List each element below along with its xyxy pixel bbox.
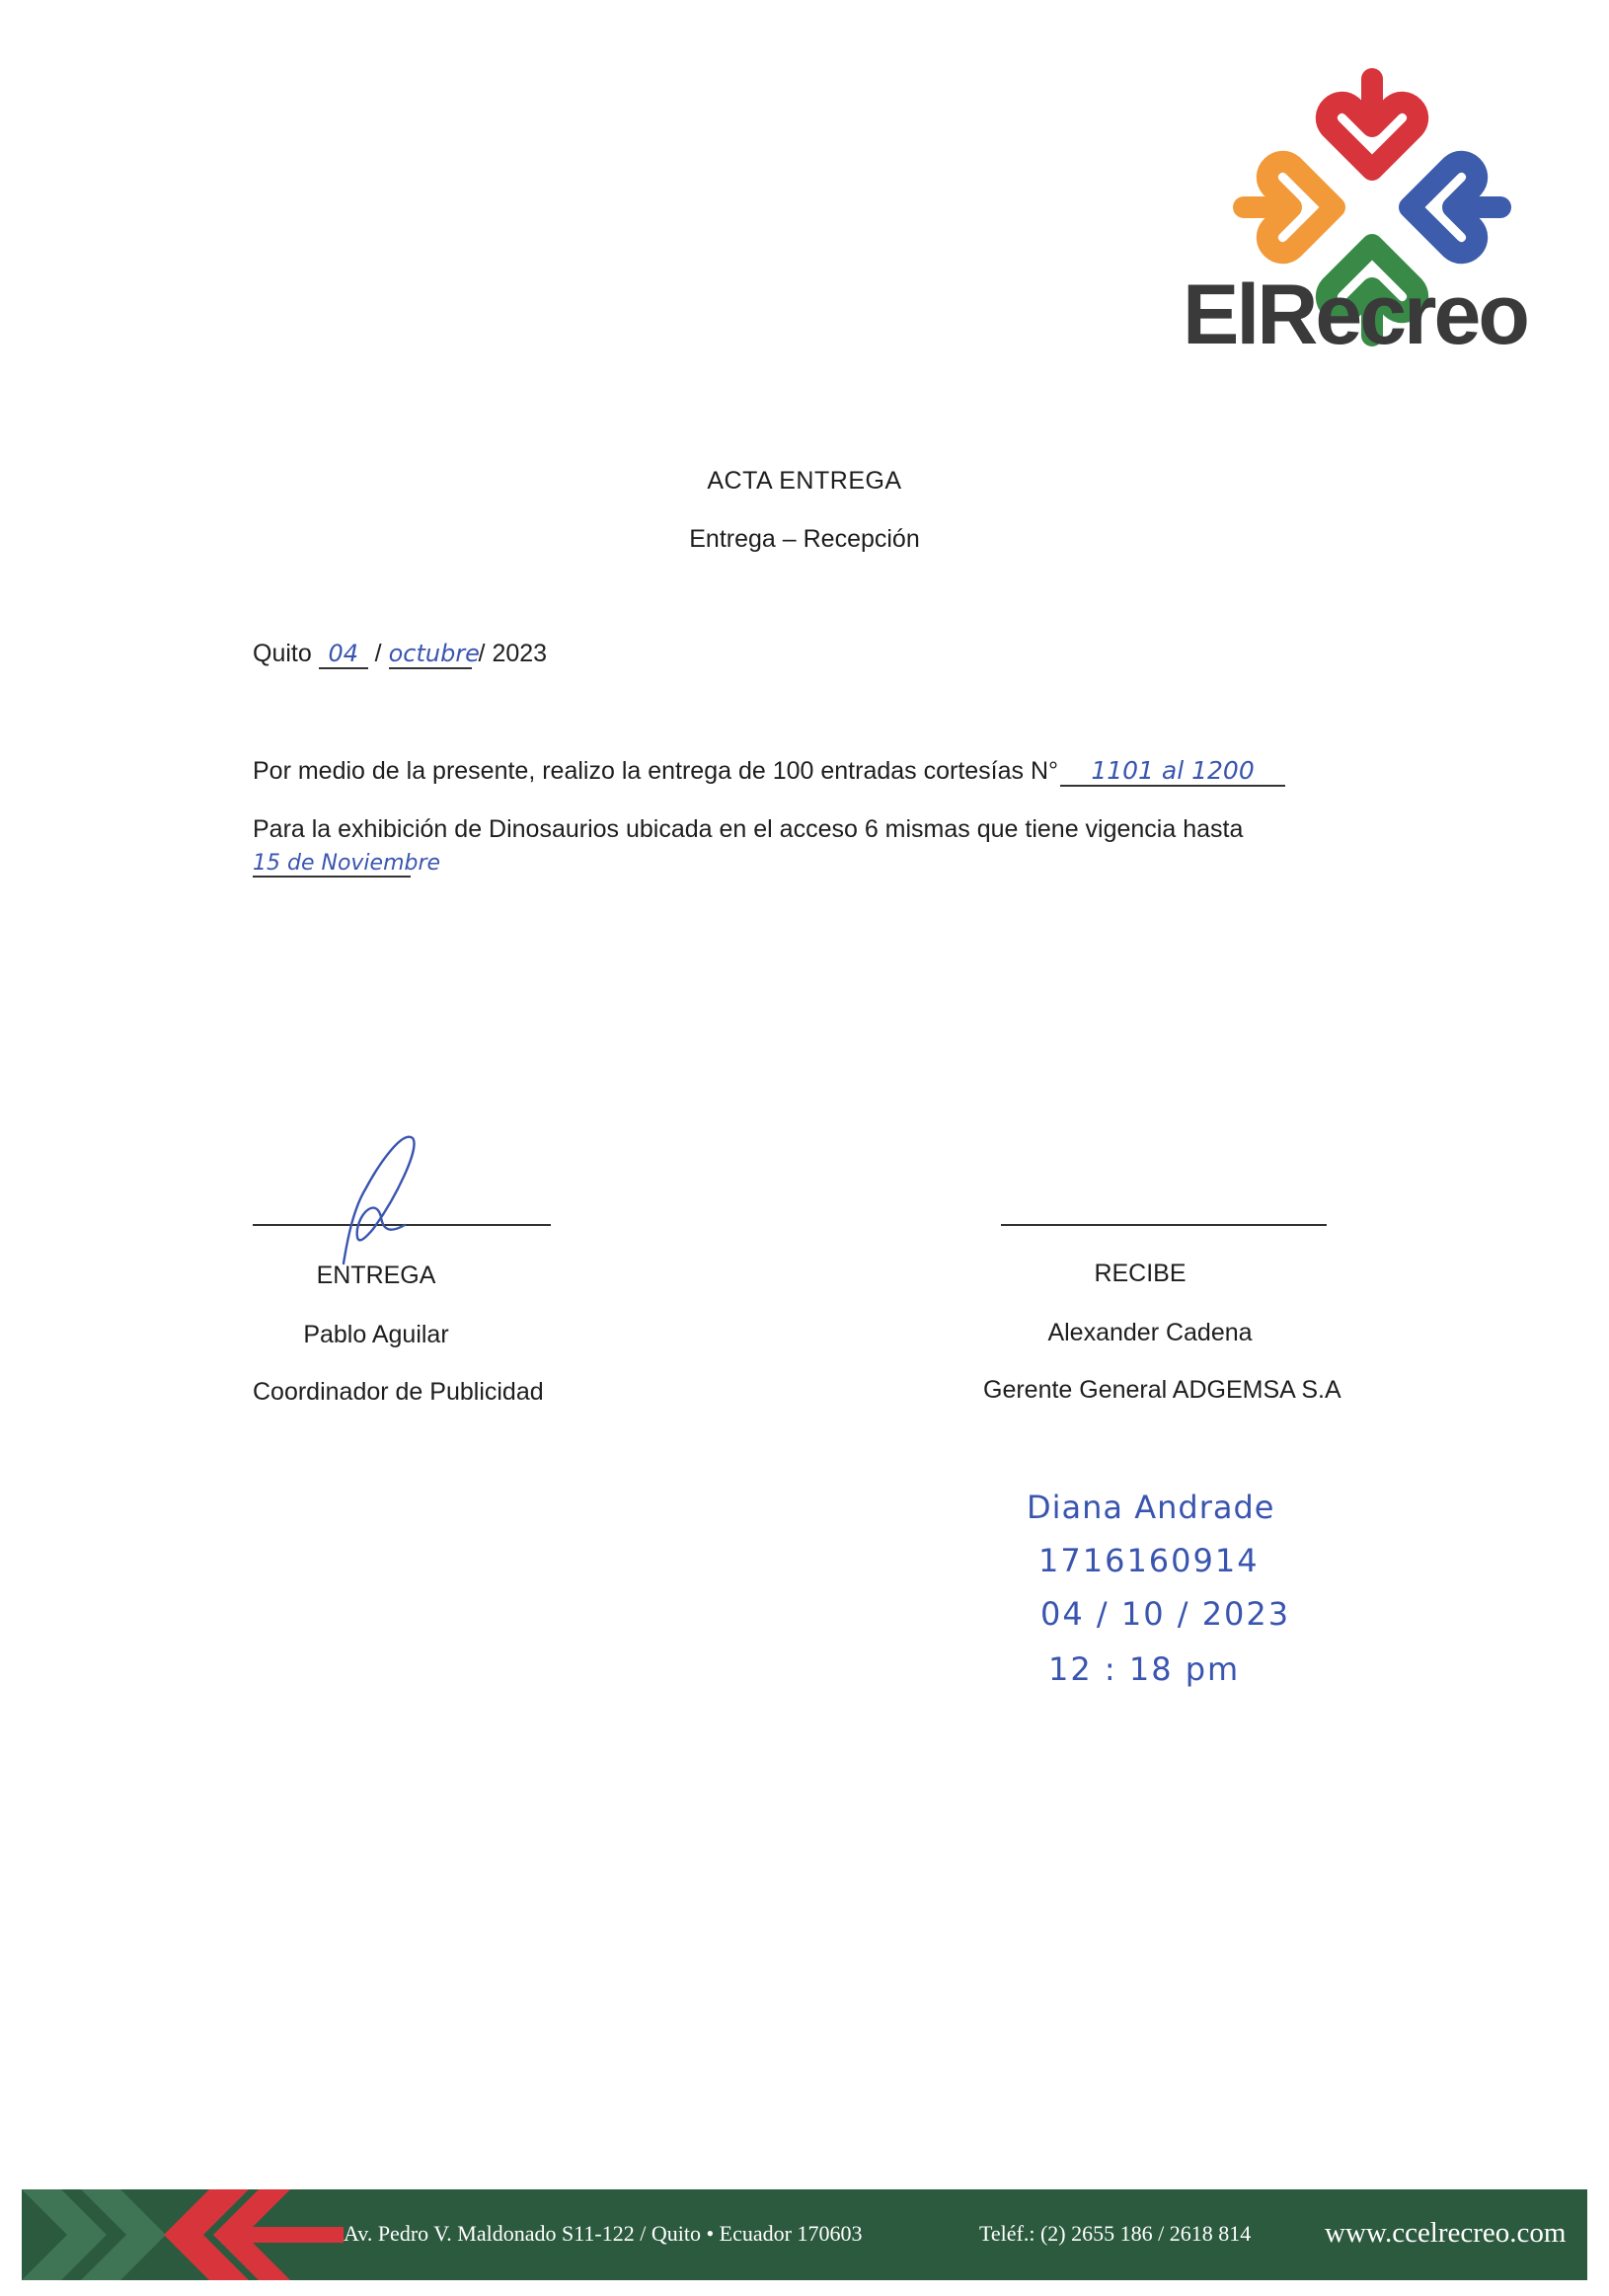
brand-name: ElRecreo: [1183, 268, 1527, 362]
document-subtitle: Entrega – Recepción: [689, 525, 920, 553]
recibe-label: RECIBE: [1094, 1260, 1187, 1287]
paragraph-tickets-text: Por medio de la presente, realizo la entrega de 100 entradas cortesías N°: [253, 757, 1059, 785]
receiver-name-handwritten: Diana Andrade: [1027, 1489, 1275, 1526]
footer-bar: [22, 2189, 1587, 2280]
recibe-role: Gerente General ADGEMSA S.A: [983, 1376, 1341, 1404]
receiver-id-handwritten: 1716160914: [1038, 1542, 1260, 1579]
document-title: ACTA ENTREGA: [707, 467, 902, 495]
paragraph-tickets: [253, 756, 1285, 787]
validity-date: 15 de Noviembre: [253, 851, 441, 876]
date-city: Quito: [253, 640, 312, 667]
paragraph-exhibition: Para la exhibición de Dinosaurios ubicada en el acceso 6 mismas que tiene vigencia hasta: [253, 815, 1244, 843]
date-day: 04: [319, 640, 368, 669]
date-year: 2023: [492, 640, 548, 667]
signature-scribble: [326, 1130, 434, 1268]
ticket-range: 1101 al 1200: [1060, 756, 1285, 787]
recibe-name: Alexander Cadena: [1047, 1319, 1253, 1346]
receiver-time-handwritten: 12 : 18 pm: [1048, 1650, 1241, 1688]
footer-phone: Teléf.: (2) 2655 186 / 2618 814: [979, 2221, 1252, 2246]
date-month: octubre: [388, 640, 480, 667]
date-line: Quito 04 / octubre / 2023: [253, 640, 548, 667]
receiver-date-handwritten: 04 / 10 / 2023: [1040, 1595, 1291, 1633]
footer-website[interactable]: www.ccelrecreo.com: [1325, 2217, 1567, 2249]
entrega-role: Coordinador de Publicidad: [253, 1378, 544, 1406]
signature-line-recibe: [1001, 1224, 1327, 1226]
footer-address: Av. Pedro V. Maldonado S11-122 / Quito • Ecuador 170603: [344, 2221, 863, 2246]
footer-arrows-icon: [22, 2189, 357, 2280]
entrega-name: Pablo Aguilar: [303, 1321, 449, 1348]
entrega-label: ENTREGA: [316, 1262, 436, 1289]
